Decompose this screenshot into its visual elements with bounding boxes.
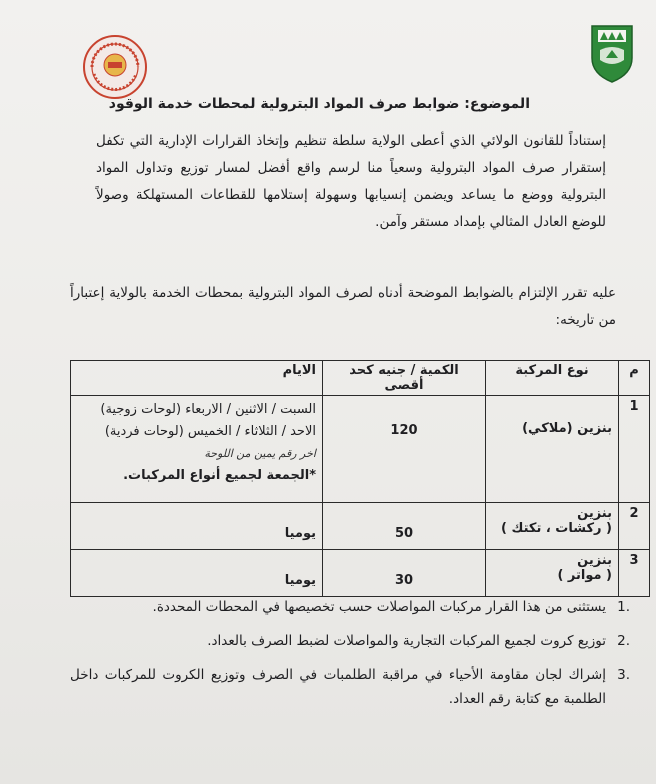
vehicle-type (486, 396, 619, 503)
decision-paragraph: عليه تقرر الإلتزام بالضوابط الموضحة أدناه لصرف المواد البترولية بمحطات الخدمة بالولاية إعتباراً من تاريخه: (70, 285, 616, 328)
days-cell (71, 396, 323, 503)
header-days: الايام (71, 361, 323, 396)
state-emblem-logo (588, 20, 636, 84)
list-item (70, 629, 630, 653)
quantity-value: 30 (394, 573, 414, 588)
document-subject: الموضوع: ضوابط صرف المواد البترولية لمحطات خدمة الوقود (108, 96, 530, 112)
vehicle-type (486, 550, 619, 597)
fuel-rules-table (70, 360, 650, 597)
table-row (71, 396, 650, 503)
vehicle-type (486, 503, 619, 550)
header-num: م (619, 361, 650, 396)
header-vehicle-type: نوع المركبة (486, 361, 619, 396)
quantity-value: 120 (390, 423, 418, 438)
list-item (70, 595, 630, 619)
quantity-cell (323, 550, 486, 597)
vehicle-type-label: بنزين (577, 553, 612, 568)
vehicle-type-detail: ( مواتر ) (557, 568, 612, 583)
ministry-seal-logo (82, 34, 148, 100)
quantity-cell (323, 503, 486, 550)
table-header-row (71, 361, 650, 396)
intro-paragraph: إستناداً للقانون الولائي الذي أعطى الولاية سلطة تنظيم وإتخاذ القرارات الإدارية التي تكفل إستقرار صرف المواد البترولية وسعياً منا لرسم واقع أفضل لمسار توزيع وتداول المواد البترولية ووضع ما يساعد ويضمن إنسيابها وسهولة إستلامها للقطاعات المستهلكة وصولاً للوضع العادل المثالي بإمداد مستقر وآمن. (96, 133, 606, 230)
list-item-text: يستثنى من هذا القرار مركبات المواصلات حسب تخصيصها في المحطات المحددة. (152, 599, 606, 615)
table-row (71, 550, 650, 597)
vehicle-type-label: بنزين (577, 506, 612, 521)
list-item-text: توزيع كروت لجميع المركبات التجارية والمواصلات لضبط الصرف بالعداد. (207, 633, 606, 649)
days-even-plates: السبت / الاثنين / الاربعاء (لوحات زوجية) (100, 402, 316, 417)
row-num: 1 (619, 396, 650, 503)
days-odd-plates: الاحد / الثلاثاء / الخميس (لوحات فردية) (104, 424, 316, 439)
table-row (71, 503, 650, 550)
quantity-value: 50 (394, 526, 414, 541)
vehicle-type-detail: ( ركشات ، تكتك ) (501, 521, 612, 536)
days-value: يوميا (284, 573, 316, 588)
list-item-number: .1 (617, 599, 630, 615)
list-item-number: .3 (617, 667, 630, 683)
vehicle-type-label: بنزين (ملاكي) (522, 421, 612, 436)
handwritten-note: اخر رقم يمين من اللوحة (204, 447, 316, 460)
row-num: 3 (619, 550, 650, 597)
list-item (70, 663, 630, 711)
days-cell (71, 503, 323, 550)
friday-note: *الجمعة لجميع أنواع المركبات. (123, 468, 316, 483)
header-quantity: الكمية / جنيه كحد أقصى (323, 361, 486, 396)
days-cell (71, 550, 323, 597)
days-value: يوميا (284, 526, 316, 541)
provisions-list (70, 595, 630, 721)
list-item-number: .2 (617, 633, 630, 649)
quantity-cell (323, 396, 486, 503)
list-item-text: إشراك لجان مقاومة الأحياء في مراقبة الطلمبات في الصرف وتوزيع الكروت للمركبات داخل الطلمبة مع كتابة رقم العداد. (70, 667, 606, 707)
row-num: 2 (619, 503, 650, 550)
